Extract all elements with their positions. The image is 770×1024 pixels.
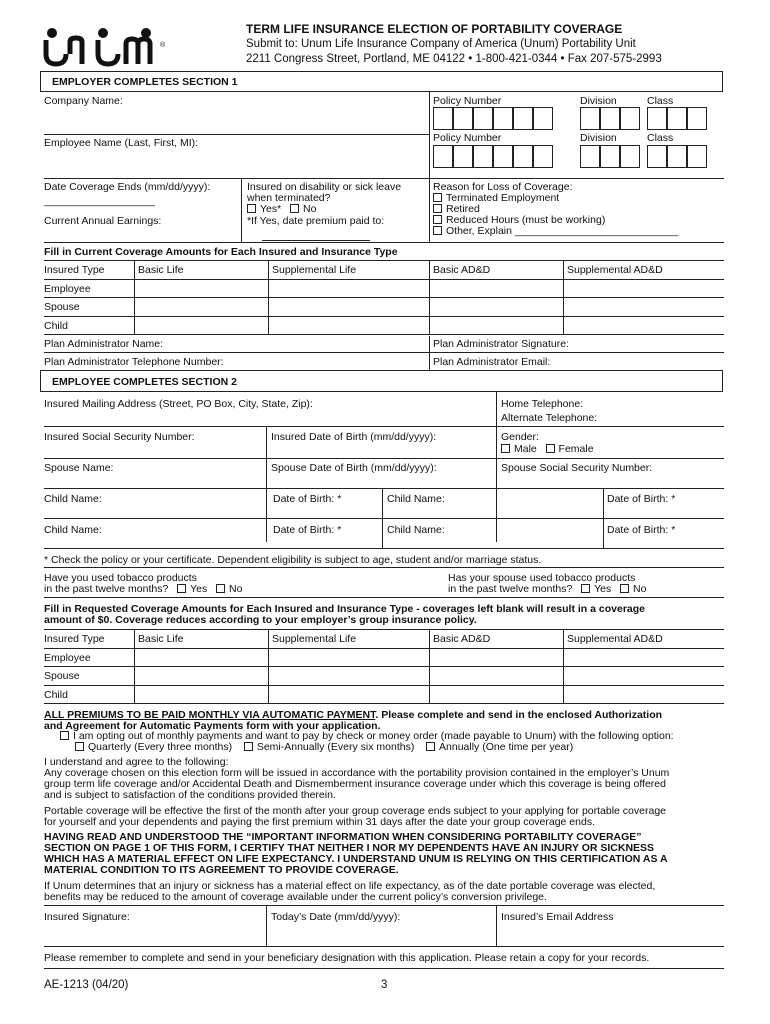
current-coverage-row-rule: [44, 316, 724, 317]
agreement-p1-2: group term life coverage and/or Accidental Death and Dismemberment insurance coverage under which this coverage is being offered: [44, 778, 666, 790]
requested-coverage-col-rule: [563, 629, 564, 703]
class-digit-box-1[interactable]: [687, 107, 707, 130]
spouse-tobacco-question-2: [448, 584, 646, 595]
female-checkbox[interactable]: [546, 444, 555, 453]
disability-question-1: Insured on disability or sick leave: [247, 181, 402, 193]
female-label: Female: [558, 443, 594, 455]
annually-label: Annually (One time per year): [439, 741, 574, 753]
requested-coverage-row-rule: [44, 648, 724, 649]
current-coverage-row-rule: [44, 279, 724, 280]
policy-digit-box-1[interactable]: [513, 107, 533, 130]
requested-coverage-header-cell: Insured Type: [44, 633, 105, 645]
current-coverage-row-label: Child: [44, 319, 68, 332]
disability-question-2: when terminated?: [247, 192, 331, 204]
requested-coverage-header-cell: Supplemental Life: [272, 633, 357, 645]
requested-coverage-row-rule: [44, 685, 724, 686]
section2-heading: EMPLOYEE COMPLETES SECTION 2: [52, 376, 237, 388]
policy-digit-box-1[interactable]: [453, 107, 473, 130]
current-coverage-row-label: Spouse: [44, 301, 80, 313]
tobacco-no-checkbox[interactable]: [216, 584, 225, 593]
spouse-tobacco-yes-label: Yes: [594, 583, 612, 595]
division-label-2: Division: [580, 132, 617, 144]
requested-coverage-row-label: Spouse: [44, 670, 80, 682]
male-label: Male: [514, 443, 537, 455]
disability-yes-checkbox[interactable]: [247, 204, 256, 213]
date-coverage-ends-blank[interactable]: ___________________: [44, 195, 155, 207]
requested-coverage-header-cell: Basic Life: [138, 633, 184, 645]
male-checkbox[interactable]: [501, 444, 510, 453]
current-coverage-row-rule: [44, 297, 724, 298]
class-digit-box-2[interactable]: [687, 145, 707, 168]
plan-admin-email-label: Plan Administrator Email:: [433, 356, 551, 368]
current-coverage-col-rule: [563, 260, 564, 334]
division-digit-box-1[interactable]: [600, 107, 620, 130]
if-yes-premium-label: *If Yes, date premium paid to:: [247, 215, 385, 227]
gender-label: Gender:: [501, 431, 539, 443]
current-coverage-header-cell: Insured Type: [44, 264, 105, 276]
ssn-label: Insured Social Security Number:: [44, 431, 195, 443]
child-name-label-4: Child Name:: [387, 524, 445, 536]
child-name-label-2: Child Name:: [387, 493, 445, 505]
policy-digit-box-1[interactable]: [433, 107, 453, 130]
premium-notice-rest: . Please complete and send in the enclosed Authorization: [375, 709, 663, 721]
quarterly-label: Quarterly (Every three months): [88, 741, 233, 753]
certification-3: WHICH HAS A MATERIAL EFFECT ON LIFE EXPECTANCY. I UNDERSTAND UNUM IS RELYING ON THIS CERTIFICATION AS A: [44, 853, 668, 865]
submit-line: Submit to: Unum Life Insurance Company of America (Unum) Portability Unit: [246, 38, 636, 50]
agreement-p3-2: benefits may be reduced to the amount of coverage available under the current policy’s conversion privilege.: [44, 891, 547, 903]
reason-checkbox[interactable]: [433, 204, 442, 213]
reason-checkbox[interactable]: [433, 226, 442, 235]
employee-name-label: Employee Name (Last, First, MI):: [44, 137, 199, 149]
insured-email-label: Insured’s Email Address: [501, 911, 614, 923]
child-dob-label-3: Date of Birth: *: [273, 524, 342, 536]
requested-amounts-heading-1: Fill in Requested Coverage Amounts for Each Insured and Insurance Type - coverages left blank will result in a coverage: [44, 603, 645, 615]
current-coverage-header-cell: Basic Life: [138, 264, 184, 276]
policy-digit-box-2[interactable]: [533, 145, 553, 168]
reason-loss-label: Reason for Loss of Coverage:: [433, 181, 573, 193]
agreement-p2-2: for yourself and your dependents and paying the first premium within 31 days after the date your group coverage ends.: [44, 816, 595, 828]
disability-yes-label: Yes*: [260, 203, 282, 215]
requested-coverage-col-rule: [429, 629, 430, 703]
disability-no-checkbox[interactable]: [290, 204, 299, 213]
agreement-p3-1: If Unum determines that an injury or sickness has a material effect on life expectancy, as of the date portable coverage was elected,: [44, 880, 656, 892]
policy-digit-box-1[interactable]: [533, 107, 553, 130]
tobacco-yes-checkbox[interactable]: [177, 584, 186, 593]
semi-annually-label: Semi-Annually (Every six months): [256, 741, 415, 753]
todays-date-label: Today’s Date (mm/dd/yyyy):: [271, 911, 401, 923]
spouse-tobacco-question-1: Has your spouse used tobacco products: [448, 572, 636, 584]
agreement-p1-1: Any coverage chosen on this election form will be issued in accordance with the portability provision contained in the employer’s Unum: [44, 767, 670, 779]
beneficiary-reminder: Please remember to complete and send in your beneficiary designation with this application. Please retain a copy for your records.: [44, 952, 650, 964]
class-label-2: Class: [647, 132, 674, 144]
certification-4: MATERIAL CONDITION TO ITS AGREEMENT TO PROVIDE COVERAGE.: [44, 864, 399, 876]
gender-options[interactable]: [501, 444, 594, 455]
current-coverage-row-label: Employee: [44, 282, 91, 295]
class-digit-box-2[interactable]: [647, 145, 667, 168]
home-phone-label: Home Telephone:: [501, 398, 584, 410]
registered-mark: ®: [160, 42, 166, 49]
tobacco-no-label: No: [229, 583, 243, 595]
spouse-dob-label: Spouse Date of Birth (mm/dd/yyyy):: [271, 462, 437, 474]
current-coverage-col-rule: [429, 260, 430, 334]
mailing-address-label: Insured Mailing Address (Street, PO Box, City, State, Zip):: [44, 398, 313, 410]
spouse-name-label: Spouse Name:: [44, 462, 114, 474]
policy-digit-box-2[interactable]: [453, 145, 473, 168]
division-digit-box-1[interactable]: [620, 107, 640, 130]
company-name-label: Company Name:: [44, 95, 123, 107]
form-title: TERM LIFE INSURANCE ELECTION OF PORTABILITY COVERAGE: [246, 22, 623, 36]
section1-heading: EMPLOYER COMPLETES SECTION 1: [52, 76, 238, 88]
requested-amounts-heading-2: amount of $0. Coverage reduces according to your employer’s group insurance policy.: [44, 614, 477, 626]
spouse-tobacco-question-2-text: in the past twelve months?: [448, 583, 573, 595]
dob-label: Insured Date of Birth (mm/dd/yyyy):: [271, 431, 437, 443]
spouse-ssn-label: Spouse Social Security Number:: [501, 462, 653, 474]
child-dob-label-1: Date of Birth: *: [273, 493, 342, 505]
class-digit-box-2[interactable]: [667, 145, 687, 168]
requested-coverage-header-cell: Basic AD&D: [433, 633, 491, 645]
reason-label: Reduced Hours (must be working): [446, 214, 606, 226]
reason-label: Other, Explain ____________________________: [446, 225, 679, 237]
certification-2: SECTION ON PAGE 1 OF THIS FORM, I CERTIFY THAT NEITHER I NOR MY DEPENDENTS HAVE AN INJURY OR SICKNESS: [44, 842, 655, 854]
unum-logo: [40, 20, 160, 72]
division-digit-box-2[interactable]: [600, 145, 620, 168]
policy-digit-box-2[interactable]: [513, 145, 533, 168]
division-digit-box-2[interactable]: [620, 145, 640, 168]
current-coverage-col-rule: [268, 260, 269, 334]
current-coverage-row-rule: [44, 334, 724, 335]
eligibility-note: * Check the policy or your certificate. Dependent eligibility is subject to age, student and/or marriage status.: [44, 554, 542, 566]
quarterly-checkbox[interactable]: [75, 742, 84, 751]
semi-annually-checkbox[interactable]: [244, 742, 253, 751]
reason-item: [433, 226, 678, 237]
date-coverage-ends-label: Date Coverage Ends (mm/dd/yyyy):: [44, 181, 211, 193]
tobacco-question-2-text: in the past twelve months?: [44, 583, 169, 595]
plan-admin-name-label: Plan Administrator Name:: [44, 338, 164, 350]
requested-coverage-col-rule: [134, 629, 135, 703]
child-name-label-1: Child Name:: [44, 493, 102, 505]
opt-out-checkbox[interactable]: [60, 731, 69, 740]
class-digit-box-1[interactable]: [647, 107, 667, 130]
requested-coverage-row-label: Employee: [44, 651, 91, 664]
current-coverage-header-cell: Supplemental Life: [272, 264, 357, 276]
child-dob-label-4: Date of Birth: *: [607, 524, 676, 536]
page-number: 3: [381, 979, 388, 991]
disability-yes-no[interactable]: [247, 204, 316, 215]
insured-signature-label: Insured Signature:: [44, 911, 130, 923]
current-coverage-header-cell: Basic AD&D: [433, 264, 491, 276]
child-name-label-3: Child Name:: [44, 524, 102, 536]
reason-checkbox[interactable]: [433, 215, 442, 224]
spouse-tobacco-no-checkbox[interactable]: [620, 584, 629, 593]
agreement-p1-3: and is subject to satisfaction of the conditions provided therein.: [44, 789, 336, 801]
premium-notice-2: and Agreement for Automatic Payments form with your application.: [44, 720, 381, 732]
reason-label: Terminated Employment: [446, 192, 560, 204]
payment-frequency-options: [75, 742, 573, 753]
current-amounts-heading: Fill in Current Coverage Amounts for Each Insured and Insurance Type: [44, 246, 398, 258]
requested-coverage-row-rule: [44, 703, 724, 704]
division-digit-box-2[interactable]: [580, 145, 600, 168]
understand-agree: I understand and agree to the following:: [44, 756, 229, 768]
requested-coverage-col-rule: [268, 629, 269, 703]
premium-notice-underlined: ALL PREMIUMS TO BE PAID MONTHLY VIA AUTOMATIC PAYMENT: [44, 709, 376, 721]
current-annual-earnings-label: Current Annual Earnings:: [44, 215, 162, 227]
policy-number-label-1: Policy Number: [433, 95, 502, 107]
reason-checkbox[interactable]: [433, 193, 442, 202]
division-label-1: Division: [580, 95, 617, 107]
address-line: 2211 Congress Street, Portland, ME 04122 • 1-800-421-0344 • Fax 207-575-2993: [246, 53, 662, 65]
policy-number-label-2: Policy Number: [433, 132, 502, 144]
alt-phone-label: Alternate Telephone:: [501, 412, 598, 424]
tobacco-yes-label: Yes: [190, 583, 208, 595]
requested-coverage-row-label: Child: [44, 688, 68, 701]
class-label-1: Class: [647, 95, 674, 107]
certification-1: HAVING READ AND UNDERSTOOD THE “IMPORTANT INFORMATION WHEN CONSIDERING PORTABILITY COVERAGE”: [44, 831, 642, 843]
class-digit-box-1[interactable]: [667, 107, 687, 130]
opt-out-label: I am opting out of monthly payments and want to pay by check or money order (made payable to Unum) with the following option:: [73, 730, 674, 742]
policy-digit-box-1[interactable]: [493, 107, 513, 130]
requested-coverage-row-rule: [44, 666, 724, 667]
plan-admin-signature-label: Plan Administrator Signature:: [433, 338, 569, 350]
current-coverage-header-cell: Supplemental AD&D: [567, 264, 663, 276]
policy-digit-box-2[interactable]: [433, 145, 453, 168]
requested-coverage-header-cell: Supplemental AD&D: [567, 633, 663, 645]
current-coverage-col-rule: [134, 260, 135, 334]
plan-admin-phone-label: Plan Administrator Telephone Number:: [44, 356, 224, 368]
unum-logo-mark: [40, 20, 160, 72]
policy-digit-box-2[interactable]: [473, 145, 493, 168]
reason-label: Retired: [446, 203, 480, 215]
tobacco-question-1: Have you used tobacco products: [44, 572, 197, 584]
annually-checkbox[interactable]: [426, 742, 435, 751]
division-digit-box-1[interactable]: [580, 107, 600, 130]
agreement-p2-1: Portable coverage will be effective the first of the month after your group coverage ends subject to your applying for portable coverage: [44, 805, 666, 817]
tobacco-question-2: [44, 584, 242, 595]
spouse-tobacco-yes-checkbox[interactable]: [581, 584, 590, 593]
spouse-tobacco-no-label: No: [633, 583, 647, 595]
disability-no-label: No: [302, 203, 317, 215]
policy-digit-box-1[interactable]: [473, 107, 493, 130]
child-dob-label-2: Date of Birth: *: [607, 493, 676, 505]
form-id: AE-1213 (04/20): [44, 979, 129, 991]
policy-digit-box-2[interactable]: [493, 145, 513, 168]
